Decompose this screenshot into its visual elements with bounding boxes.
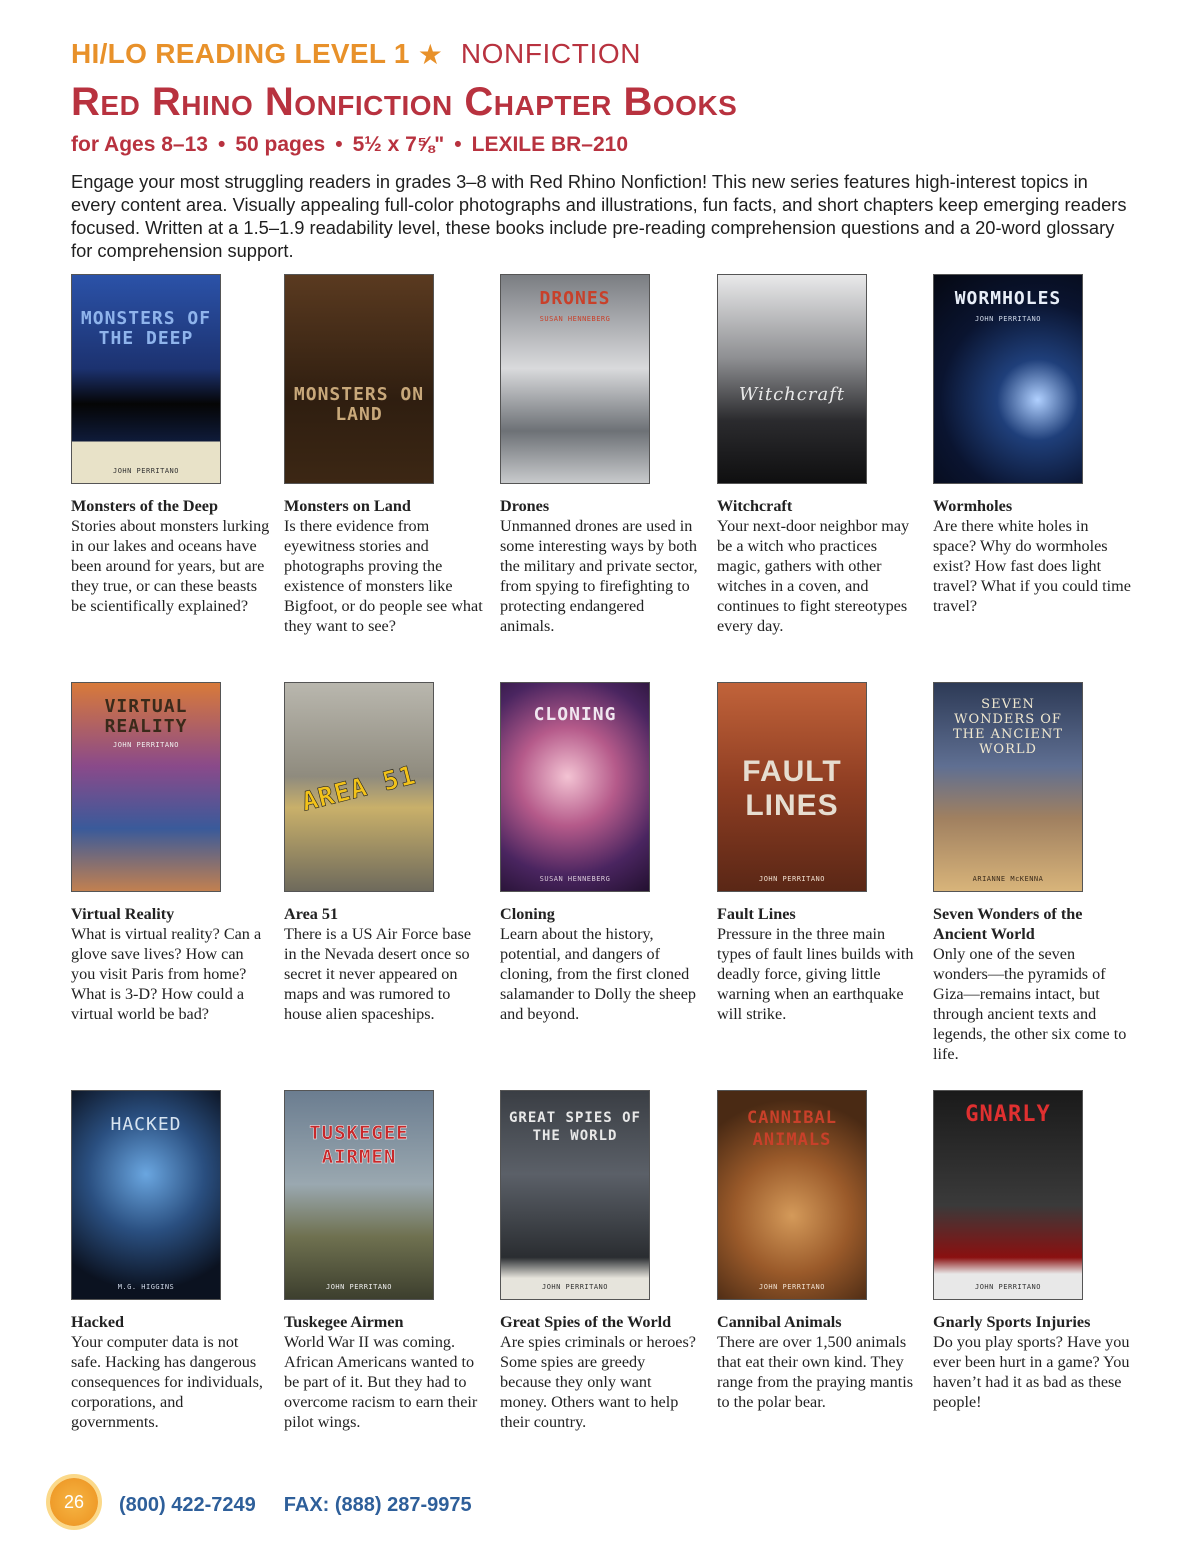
fax-number: FAX: (888) 287-9975 [283, 1494, 472, 1516]
book-description: Your next-door neighbor may be a witch who practices magic, gathers with other witches in a coven, and continues to fight stereotypes every day. [717, 517, 910, 635]
book-title: Area 51 [284, 905, 339, 923]
book-description: Do you play sports? Have you ever been hurt in a game? You haven’t had it as bad as these people! [933, 1333, 1130, 1411]
cover-author: JOHN PERRITANO [541, 1283, 608, 1291]
category-label: NONFICTION [460, 38, 642, 69]
book-description: Is there evidence from eyewitness stories and photographs proving the existence of monsters like Bigfoot, or do people see what they want to see? [284, 517, 483, 635]
cover-author: JOHN PERRITANO [974, 1283, 1041, 1291]
book-description: Only one of the seven wonders—the pyramids of Giza—remains intact, but through ancient texts and legends, the other six come to life. [933, 945, 1127, 1063]
cover-title: TUSKEGEE AIRMEN [309, 1122, 409, 1168]
book-info [71, 496, 271, 616]
book-info [71, 1312, 271, 1432]
spec-separator: • [454, 133, 462, 156]
book-cover[interactable] [717, 274, 867, 484]
cover-title: HACKED [110, 1114, 182, 1135]
book-cover[interactable] [717, 682, 867, 892]
book-cover[interactable] [71, 274, 221, 484]
cover-author: SUSAN HENNEBERG [539, 875, 611, 883]
book-description: World War II was coming. African Americans wanted to be part of it. But they had to overcome racism to earn their pilot wings. [284, 1333, 478, 1431]
phone-number[interactable]: (800) 422-7249 [119, 1494, 256, 1516]
star-icon: ★ [417, 38, 443, 70]
book-description: Pressure in the three main types of fault lines builds with deadly force, giving little warning when an earthquake will strike. [717, 925, 914, 1023]
cover-title: VIRTUAL REALITY [104, 696, 188, 737]
book-title: Virtual Reality [71, 905, 175, 923]
book-title: Cannibal Animals [717, 1313, 842, 1331]
cover-title: FAULT LINES [742, 755, 842, 822]
cover-author: JOHN PERRITANO [112, 467, 179, 475]
book-cover[interactable] [71, 682, 221, 892]
book-cover[interactable] [500, 1090, 650, 1300]
book-cover[interactable] [933, 1090, 1083, 1300]
book-title: Drones [500, 497, 550, 515]
book-info [717, 1312, 917, 1412]
book-description: There are over 1,500 animals that eat their own kind. They range from the praying mantis to the polar bear. [717, 1333, 913, 1411]
reading-level-label: HI/LO READING LEVEL 1 [71, 38, 410, 69]
book-title: Wormholes [933, 497, 1013, 515]
book-info [500, 1312, 700, 1432]
book-description: Stories about monsters lurking in our lakes and oceans have been around for years, but are they true, or can these beasts be scientifically explained? [71, 517, 270, 615]
book-info [717, 904, 917, 1024]
lexile-spec: LEXILE BR–210 [471, 133, 629, 156]
page-number-badge [50, 1478, 98, 1526]
cover-author: JOHN PERRITANO [974, 315, 1041, 323]
cover-title: MONSTERS ON LAND [293, 384, 425, 425]
book-title: Hacked [71, 1313, 125, 1331]
book-description: Unmanned drones are used in some interesting ways by both the military and private sector, from spying to firefighting to protecting endangered animals. [500, 517, 698, 635]
book-info [284, 496, 484, 636]
book-cover[interactable] [284, 682, 434, 892]
book-cover[interactable] [500, 682, 650, 892]
book-info [284, 1312, 484, 1432]
reading-level-header [71, 36, 641, 72]
book-cover[interactable] [717, 1090, 867, 1300]
cover-author: ARIANNE McKENNA [972, 875, 1044, 883]
book-cover[interactable] [284, 274, 434, 484]
footer-contact [119, 1494, 472, 1517]
cover-title: CANNIBAL ANIMALS [747, 1108, 837, 1150]
cover-title: GNARLY [965, 1102, 1051, 1127]
spec-separator: • [217, 133, 226, 156]
spec-separator: • [335, 133, 343, 156]
cover-title: CLONING [533, 704, 617, 725]
cover-title: GREAT SPIES OF THE WORLD [508, 1110, 641, 1144]
book-title: Cloning [500, 905, 555, 923]
series-description: Engage your most struggling readers in grades 3–8 with Red Rhino Nonfiction! This new series features high-interest topics in every content area. Visually appealing full-color photographs and illustrations, fun facts, and short chapters keep emerging readers focused. Written at a 1.5–1.9 readability level, these books include pre-reading comprehension questions and a 20-word glossary for comprehension support. [71, 171, 1127, 261]
book-description: What is virtual reality? Can a glove save lives? How can you visit Paris from home? What is 3-D? How could a virtual world be bad? [71, 925, 262, 1023]
book-title: Fault Lines [717, 905, 796, 923]
series-title: Red Rhino Nonfiction Chapter Books [71, 80, 738, 124]
book-info [933, 1312, 1133, 1412]
page-number: 26 [63, 1491, 85, 1512]
ages-spec: for Ages 8–13 [71, 133, 208, 156]
book-title: Monsters of the Deep [71, 497, 218, 515]
book-cover[interactable] [284, 1090, 434, 1300]
cover-author: JOHN PERRITANO [758, 1283, 825, 1291]
cover-title: DRONES [539, 288, 611, 309]
book-title: Witchcraft [717, 497, 793, 515]
cover-title: WORMHOLES [954, 288, 1062, 309]
book-description: Are there white holes in space? Why do wormholes exist? How fast does light travel? What if you could time travel? [933, 517, 1131, 615]
book-cover[interactable] [71, 1090, 221, 1300]
book-info [717, 496, 917, 636]
book-info [500, 904, 700, 1024]
cover-title: SEVEN WONDERS OF THE ANCIENT WORLD [952, 697, 1063, 757]
book-info [500, 496, 700, 636]
book-cover[interactable] [933, 274, 1083, 484]
pages-spec: 50 pages [235, 133, 326, 156]
book-info [284, 904, 484, 1024]
book-specs [71, 133, 628, 157]
book-title: Gnarly Sports Injuries [933, 1313, 1091, 1331]
cover-author: JOHN PERRITANO [758, 875, 825, 883]
book-title: Seven Wonders of the Ancient World [933, 905, 1083, 943]
book-cover[interactable] [933, 682, 1083, 892]
book-info [933, 496, 1133, 616]
book-info [71, 904, 271, 1024]
book-description: Your computer data is not safe. Hacking has dangerous consequences for individuals, corporations, and governments. [71, 1333, 263, 1431]
size-spec: 5½ x 7⅝" [352, 133, 445, 156]
book-cover[interactable] [500, 274, 650, 484]
cover-title: AREA 51 [298, 760, 420, 818]
book-title: Monsters on Land [284, 497, 411, 515]
book-description: Are spies criminals or heroes? Some spies are greedy because they only want money. Others want to help their country. [500, 1333, 696, 1431]
book-description: Learn about the history, potential, and dangers of cloning, from the first cloned salamander to Dolly the sheep and beyond. [500, 925, 696, 1023]
book-title: Great Spies of the World [500, 1313, 672, 1331]
cover-author: JOHN PERRITANO [325, 1283, 392, 1291]
book-info [933, 904, 1133, 1064]
cover-author: JOHN PERRITANO [112, 741, 179, 749]
cover-title: MONSTERS OF THE DEEP [80, 308, 212, 349]
cover-author: SUSAN HENNEBERG [539, 315, 611, 323]
cover-title: Witchcraft [738, 384, 846, 405]
book-title: Tuskegee Airmen [284, 1313, 404, 1331]
cover-author: M.G. HIGGINS [117, 1283, 175, 1291]
book-description: There is a US Air Force base in the Nevada desert once so secret it never appeared on maps and was rumored to house alien spaceships. [284, 925, 472, 1023]
